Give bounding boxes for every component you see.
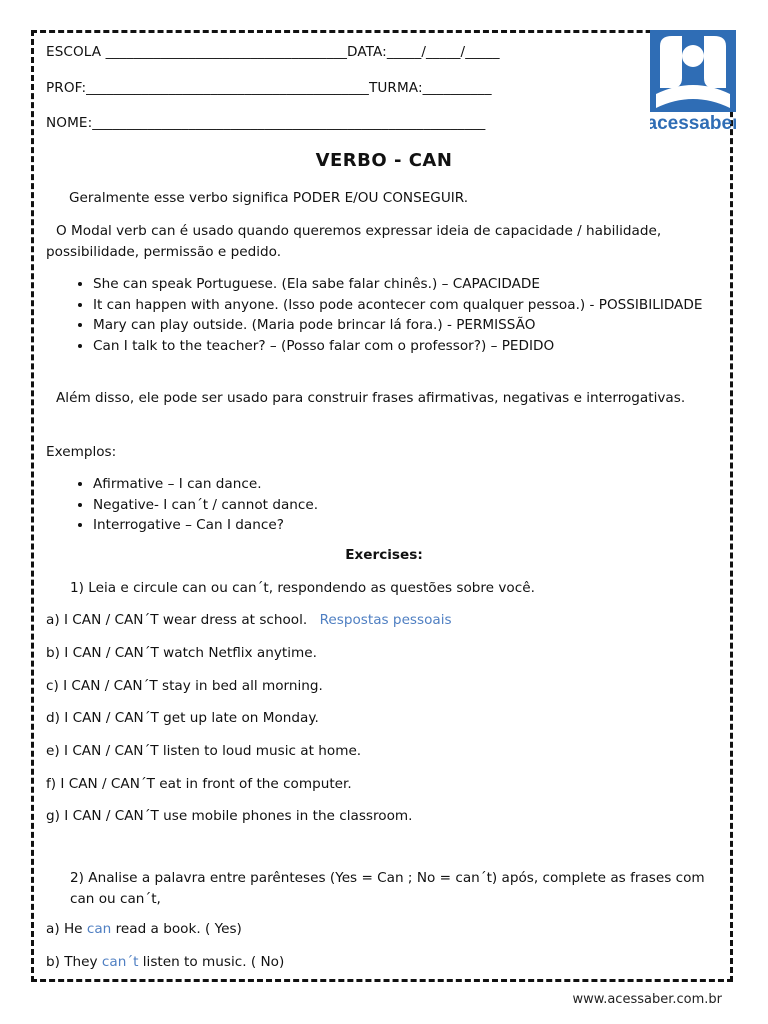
question-2 — [70, 868, 710, 909]
question-1: 1) Leia e circule can ou can´t, respondendo as questões sobre você. — [70, 580, 535, 596]
page-title: VERBO - CAN — [315, 150, 453, 171]
examples-label: Exemplos: — [46, 444, 117, 460]
header-prof-line: PROF:_________________________________________TURMA:__________ — [46, 80, 492, 96]
list-item: • She can speak Portuguese. (Ela sabe falar chinês.) – CAPACIDADE — [93, 274, 713, 295]
q1-answer: Respostas pessoais — [319, 612, 452, 628]
q1-item-f: f) I CAN / CAN´T eat in front of the computer. — [46, 776, 352, 792]
q2-item-a-suffix: read a book. ( Yes) — [111, 921, 242, 937]
q1-item-a-text: a) I CAN / CAN´T wear dress at school. — [46, 612, 308, 628]
question-2-text: 2) Analise a palavra entre parênteses (Yes = Can ; No = can´t) após, complete as frases com can ou can´t, — [70, 870, 705, 907]
list-item: • Can I talk to the teacher? – (Posso falar com o professor?) – PEDIDO — [93, 336, 713, 357]
list-item: • Afirmative – I can dance. — [93, 474, 713, 495]
list-item: • Negative- I can´t / cannot dance. — [93, 495, 713, 516]
intro-paragraph-1: Geralmente esse verbo significa PODER E/OU CONSEGUIR. — [69, 190, 469, 206]
q2-item-b-prefix: b) They — [46, 954, 102, 970]
q1-item-d: d) I CAN / CAN´T get up late on Monday. — [46, 710, 319, 726]
q1-item-e: e) I CAN / CAN´T listen to loud music at home. — [46, 743, 362, 759]
usage-bullet-list — [46, 274, 713, 356]
footer-url[interactable]: www.acessaber.com.br — [572, 992, 722, 1007]
exercises-title: Exercises: — [345, 547, 423, 563]
q1-item-b: b) I CAN / CAN´T watch Netflix anytime. — [46, 645, 317, 661]
intro-paragraph-2: O Modal verb can é usado quando queremos expressar ideia de capacidade / habilidade, possibilidade, permissão e pedido. — [46, 223, 662, 260]
examples-bullet-list — [46, 474, 713, 536]
list-item: • Interrogative – Can I dance? — [93, 515, 713, 536]
q2-item-a-prefix: a) He — [46, 921, 87, 937]
q1-item-c: c) I CAN / CAN´T stay in bed all morning. — [46, 678, 323, 694]
list-item: • Mary can play outside. (Maria pode brincar lá fora.) - PERMISSÃO — [93, 315, 713, 336]
list-item: • It can happen with anyone. (Isso pode acontecer com qualquer pessoa.) - POSSIBILIDADE — [93, 295, 713, 316]
intro-paragraph-3: Além disso, ele pode ser usado para construir frases afirmativas, negativas e interrogativas. — [56, 390, 686, 406]
logo-text: acessaber — [650, 113, 736, 132]
q2-item-b-answer: can´t — [101, 954, 139, 970]
q2-item-b-suffix: listen to music. ( No) — [138, 954, 285, 970]
acessaber-logo — [650, 30, 736, 132]
q2-item-b — [46, 954, 284, 970]
q2-item-a — [46, 921, 242, 937]
q1-item-g: g) I CAN / CAN´T use mobile phones in the classroom. — [46, 808, 413, 824]
q2-item-a-answer: can — [86, 921, 112, 937]
header-nome-line: NOME:_________________________________________________________ — [46, 115, 486, 131]
q1-item-a — [46, 612, 452, 628]
header-escola-line: ESCOLA ___________________________________DATA:_____/_____/_____ — [46, 44, 500, 60]
